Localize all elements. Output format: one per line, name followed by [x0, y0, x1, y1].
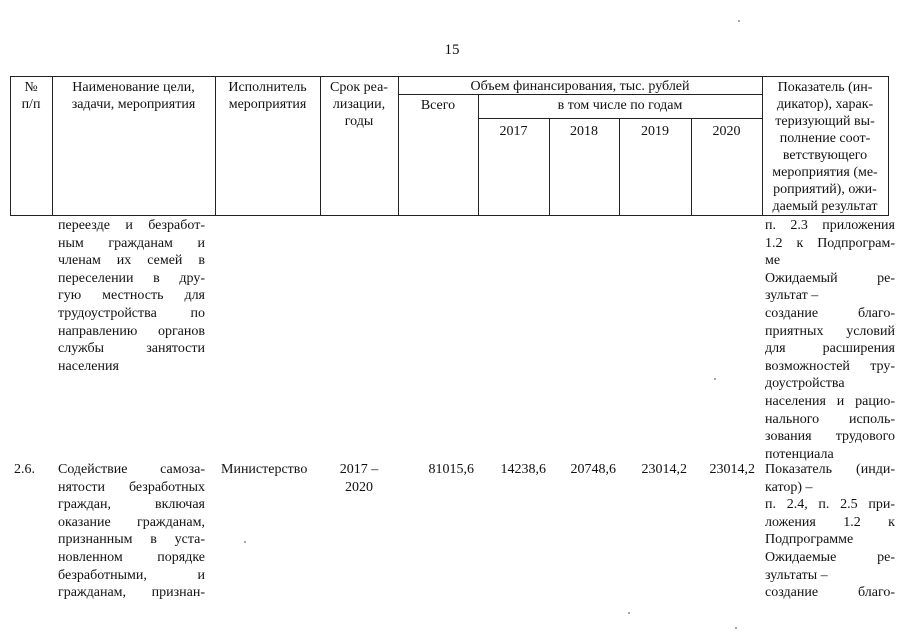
- row-2-6-2018: 20748,6: [570, 462, 616, 477]
- header-year-2020: 2020: [712, 124, 741, 139]
- row-2-6-number: 2.6.: [14, 462, 35, 477]
- header-year-2019: 2019: [641, 124, 669, 139]
- row-2-6-2020: 23014,2: [709, 462, 755, 477]
- header-col-term: Срок реа- лизации, годы: [330, 80, 388, 129]
- header-col-executor: Исполнитель мероприятия: [228, 80, 307, 112]
- row-2-6-executor: Министерство: [221, 462, 308, 477]
- header-year-2017: 2017: [499, 124, 528, 139]
- header-col-by-years: в том числе по годам: [557, 98, 683, 113]
- scan-speck: [628, 612, 630, 614]
- header-col-total: Всего: [420, 98, 456, 113]
- header-col-name: Наименование цели, задачи, мероприятия: [71, 80, 196, 112]
- header-year-2018: 2018: [570, 124, 598, 139]
- col-border: [888, 76, 889, 216]
- row-2-6-name: Содействие самоза- нятости безработных граждан, включая оказание гражданам, признанным в уста- новленном порядке безработными, и гражданам, признан-: [58, 462, 205, 601]
- row-2-6-indicator: Показатель (инди- катор) – п. 2.4, п. 2.5 при- ложения 1.2 к Подпрограмме Ожидаемые ре- зультаты – создание благо-: [765, 462, 895, 601]
- page-number: 15: [444, 42, 460, 58]
- row-2-6-2017: 14238,6: [500, 462, 546, 477]
- row-cont-name: переезде и безработ- ным гражданам и членам их семей в переселении в дру- гую местность для трудоустройства по направлению органов службы занятости населения: [58, 218, 205, 374]
- header-col-indicator: Показатель (ин- дикатор), харак- теризующий вы- полнение соот- ветствующего мероприятия (ме- роприятий), ожи- даемый результат: [772, 80, 878, 214]
- header-bottom-border: [10, 215, 888, 216]
- scan-speck: [738, 20, 740, 22]
- row-cont-indicator: п. 2.3 приложения 1.2 к Подпрограм- ме Ожидаемый ре- зультат – создание благо- приятных условий для расширения возможностей тру- доустройства населения и рацио- нального исполь- зования трудового потенциала: [765, 218, 895, 462]
- header-col-number: № п/п: [21, 80, 41, 112]
- scan-speck: [735, 627, 737, 629]
- row-2-6-2019: 23014,2: [641, 462, 687, 477]
- header-col-finance: Объем финансирования, тыс. рублей: [470, 79, 690, 94]
- header-top-border: [10, 76, 888, 77]
- row-2-6-term: 2017 – 2020: [339, 462, 379, 495]
- row-2-6-total: 81015,6: [428, 462, 474, 477]
- scan-speck: [714, 378, 716, 380]
- scan-speck: [244, 541, 246, 543]
- years-subheader-border: [478, 118, 762, 119]
